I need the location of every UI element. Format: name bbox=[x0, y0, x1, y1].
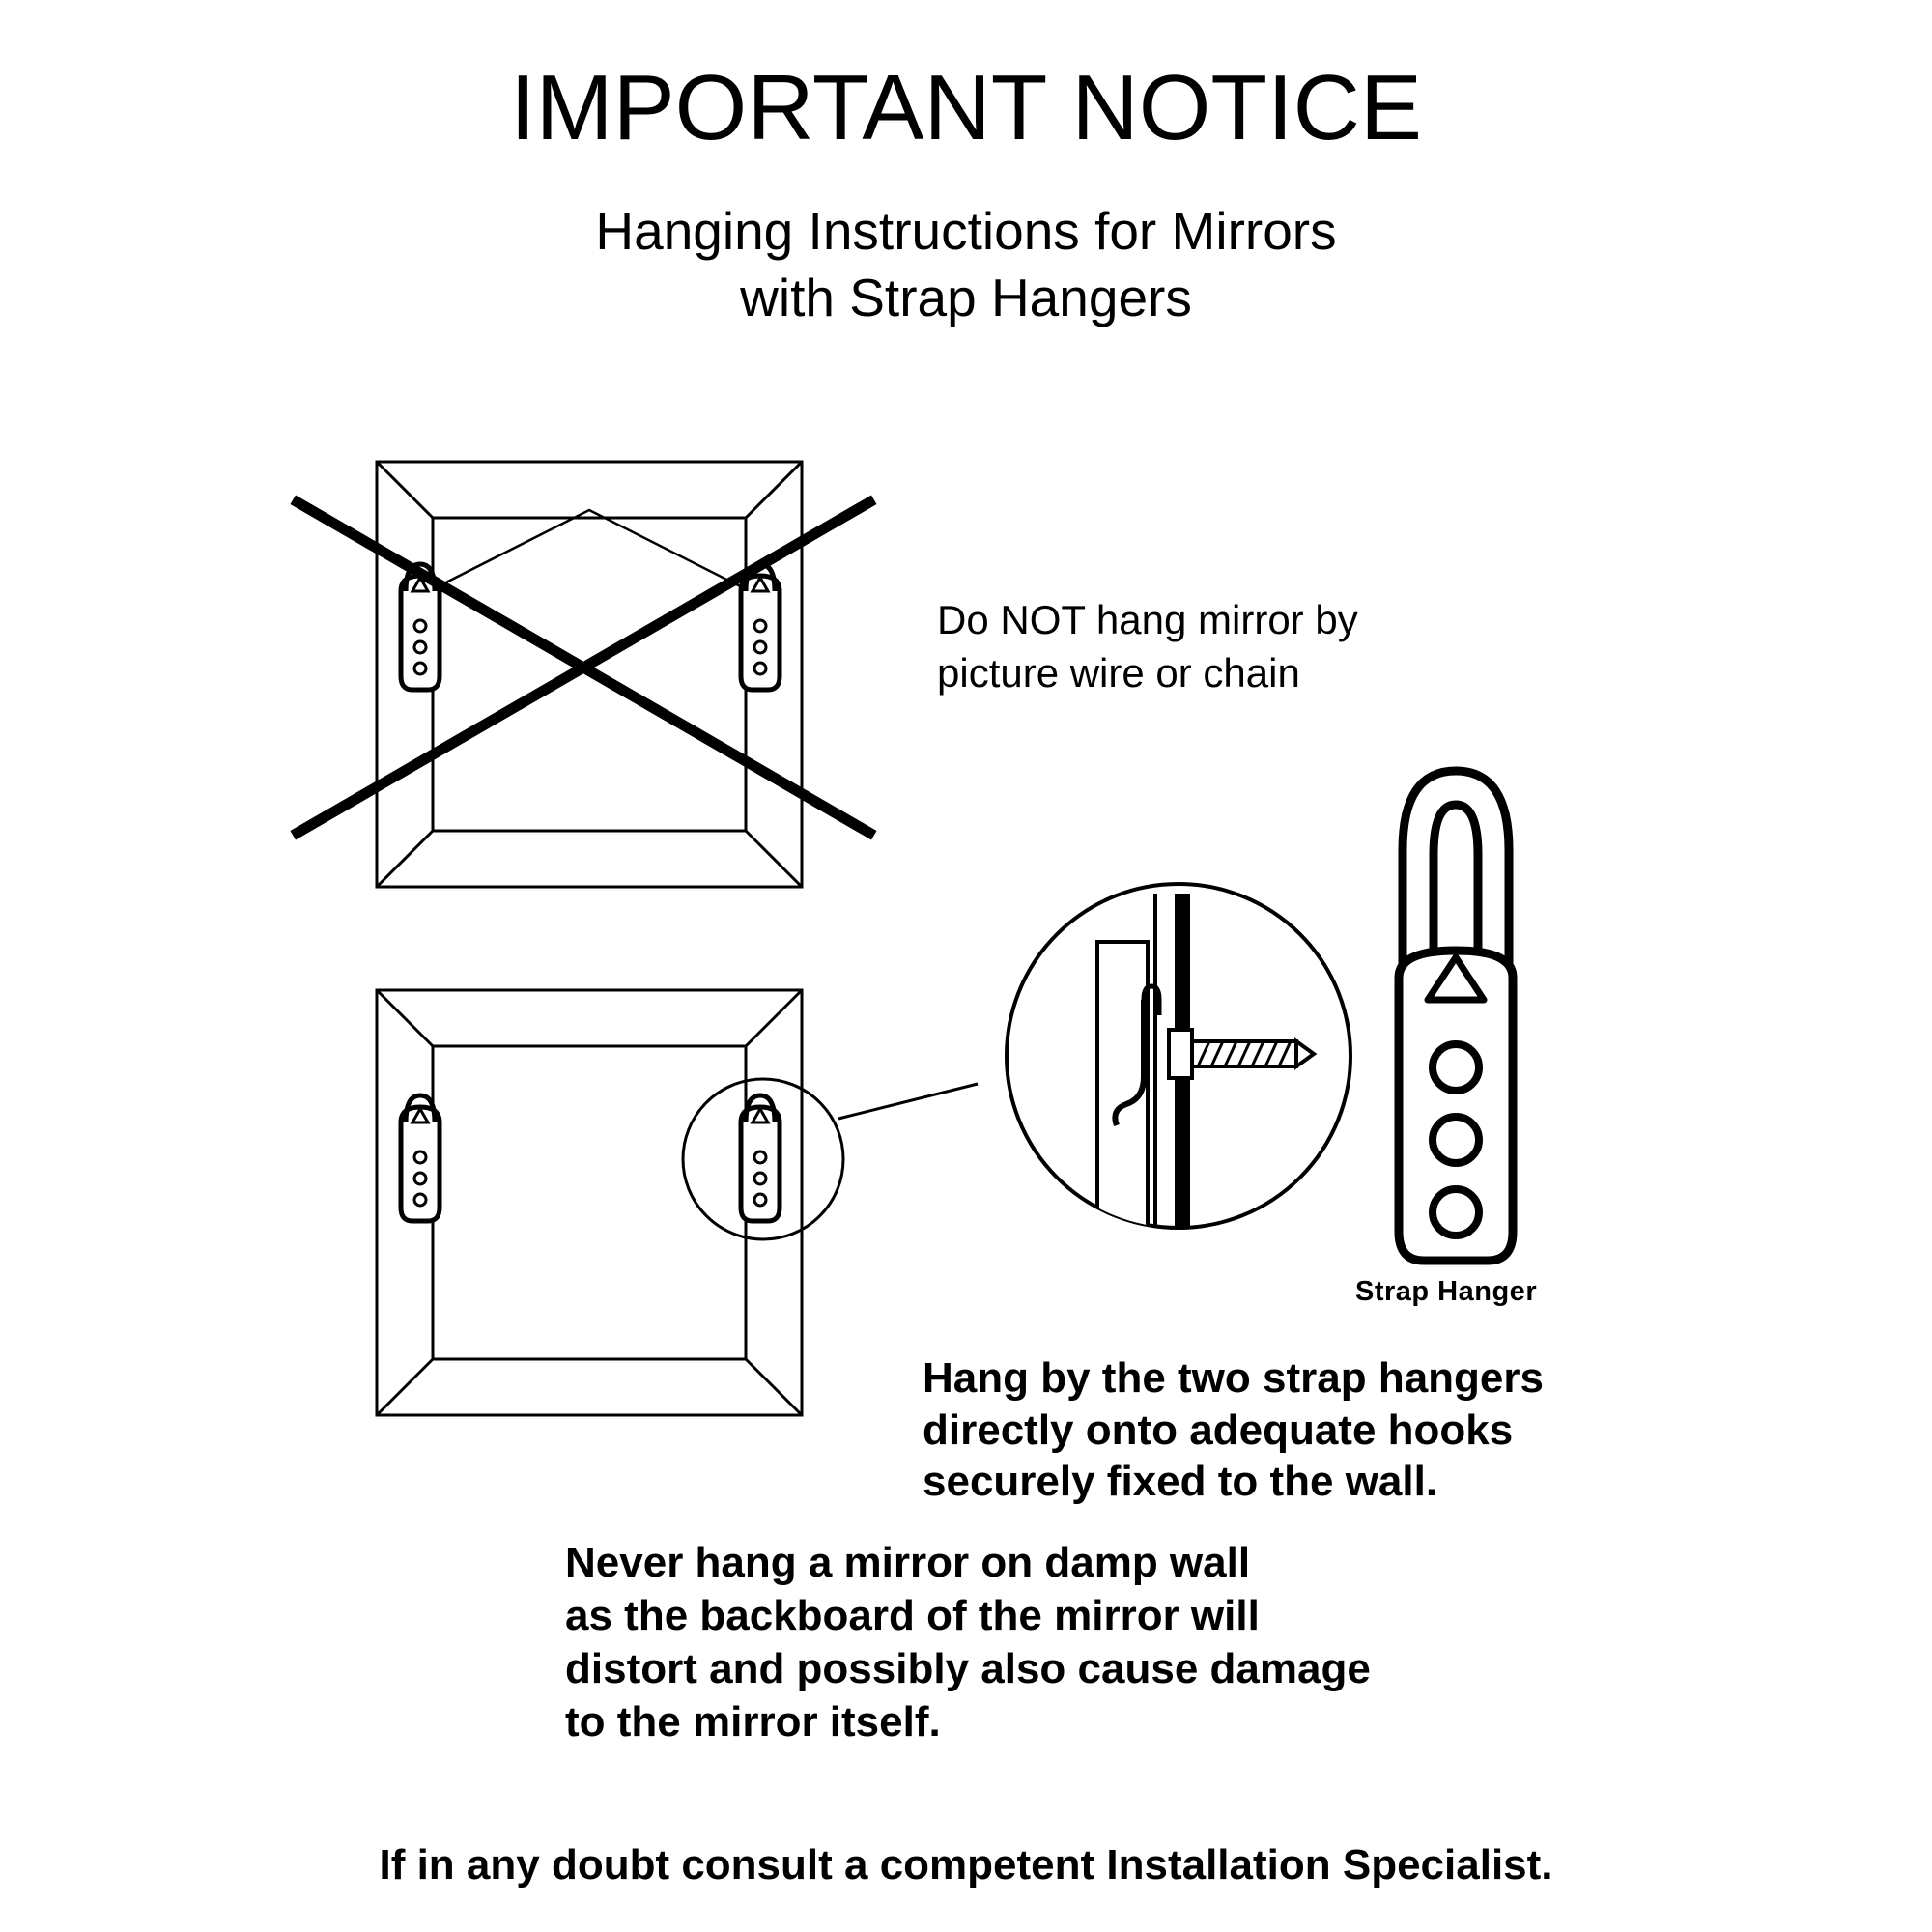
strap-hole-r2-1 bbox=[754, 1151, 766, 1163]
screw-tip bbox=[1296, 1041, 1314, 1066]
strap-screw-hole-3 bbox=[1433, 1189, 1479, 1236]
frame-mitre-tl bbox=[377, 462, 433, 518]
no-wire-line-2: picture wire or chain bbox=[937, 649, 1300, 696]
strap-screw-hole-1 bbox=[1433, 1044, 1479, 1091]
strap-hole-left-2 bbox=[414, 641, 426, 653]
dring-inner bbox=[1434, 805, 1478, 995]
subtitle-line-2: with Strap Hangers bbox=[740, 267, 1192, 327]
strap-hole-right-2 bbox=[754, 641, 766, 653]
wall-screw bbox=[1169, 1030, 1314, 1078]
strap-hole-right-1 bbox=[754, 620, 766, 632]
strap-hole-left-1 bbox=[414, 620, 426, 632]
damp-line-2: as the backboard of the mirror will bbox=[565, 1592, 1260, 1639]
strap-dring-left-2 bbox=[406, 1095, 435, 1122]
strap-dring-right-2 bbox=[746, 1095, 775, 1122]
hang-line-1: Hang by the two strap hangers bbox=[923, 1354, 1544, 1402]
mirror-backboard-slab bbox=[1097, 942, 1148, 1280]
page-subtitle bbox=[0, 198, 1932, 331]
damp-line-1: Never hang a mirror on damp wall bbox=[565, 1539, 1251, 1586]
note-hang-by-strap-hangers bbox=[923, 1352, 1544, 1508]
frame-inner-edge-2 bbox=[433, 1046, 746, 1359]
frame-mitre-bl-2 bbox=[377, 1359, 433, 1415]
strap-hole-r2-2 bbox=[754, 1173, 766, 1184]
frame-outer-edge-2 bbox=[377, 990, 802, 1415]
strap-body-detail bbox=[1399, 951, 1513, 1261]
screw-threads bbox=[1198, 1041, 1291, 1066]
strap-hole-r2-3 bbox=[754, 1194, 766, 1206]
callout-circle-small bbox=[683, 1079, 843, 1239]
screw-shaft bbox=[1190, 1041, 1296, 1066]
strap-dring-right bbox=[746, 564, 775, 591]
subtitle-line-1: Hanging Instructions for Mirrors bbox=[595, 201, 1337, 261]
note-consult-specialist: If in any doubt consult a competent Installation Specialist. bbox=[379, 1841, 1553, 1889]
strap-body-right bbox=[741, 576, 780, 690]
strap-hole-l2-1 bbox=[414, 1151, 426, 1163]
frame-mitre-br bbox=[746, 831, 802, 887]
strap-mount-right bbox=[753, 578, 768, 591]
strap-hole-l2-2 bbox=[414, 1173, 426, 1184]
mirror-with-strap-hangers bbox=[377, 990, 802, 1415]
frame-mitre-br-2 bbox=[746, 1359, 802, 1415]
strap-body-right-2 bbox=[741, 1107, 780, 1221]
cross-line-1 bbox=[298, 502, 869, 833]
strap-screw-hole-2 bbox=[1433, 1117, 1479, 1163]
strap-hanger-right-wrong bbox=[741, 564, 780, 690]
frame-mitre-tr-2 bbox=[746, 990, 802, 1046]
dring-outer bbox=[1403, 771, 1509, 995]
wall-line bbox=[1175, 894, 1190, 1299]
note-never-hang-on-damp-wall bbox=[565, 1536, 1371, 1748]
page-title: IMPORTANT NOTICE bbox=[509, 56, 1423, 159]
no-wire-line-1: Do NOT hang mirror by bbox=[937, 597, 1358, 642]
strap-hole-l2-3 bbox=[414, 1194, 426, 1206]
strap-body-left bbox=[401, 576, 440, 690]
strap-mount-left bbox=[412, 578, 428, 591]
strap-mount-left-2 bbox=[412, 1109, 428, 1122]
strap-body-left-2 bbox=[401, 1107, 440, 1221]
frame-inner-edge bbox=[433, 518, 746, 831]
screw-head bbox=[1169, 1030, 1192, 1078]
strap-dring-left bbox=[406, 564, 435, 591]
detail-circle-boundary bbox=[1007, 884, 1350, 1228]
hang-line-2: directly onto adequate hooks bbox=[923, 1406, 1514, 1454]
wall-hook bbox=[1115, 986, 1159, 1125]
frame-outer-edge bbox=[377, 462, 802, 887]
strap-hanger-left-wrong bbox=[401, 564, 440, 690]
callout-marker bbox=[683, 1079, 978, 1239]
strap-hanger-left-correct bbox=[401, 1095, 440, 1221]
frame-mitre-tl-2 bbox=[377, 990, 433, 1046]
damp-line-4: to the mirror itself. bbox=[565, 1698, 941, 1746]
strap-hole-left-3 bbox=[414, 663, 426, 674]
strap-hanger-part-diagram bbox=[1399, 771, 1513, 1261]
cross-line-2 bbox=[298, 502, 869, 833]
wall-screw-detail-contents bbox=[1097, 894, 1314, 1299]
strap-hanger-right-correct bbox=[741, 1095, 780, 1221]
hang-line-3: securely fixed to the wall. bbox=[923, 1458, 1438, 1506]
frame-mitre-bl bbox=[377, 831, 433, 887]
damp-line-3: distort and possibly also cause damage bbox=[565, 1645, 1371, 1692]
mirror-with-wire-crossed-out bbox=[377, 462, 802, 887]
strap-mount-right-2 bbox=[753, 1109, 768, 1122]
note-do-not-hang-by-wire bbox=[937, 594, 1358, 699]
strap-mount-triangle bbox=[1428, 957, 1484, 1000]
strap-hole-right-3 bbox=[754, 663, 766, 674]
picture-wire bbox=[417, 510, 761, 597]
strap-hanger-caption: Strap Hanger bbox=[1355, 1276, 1538, 1307]
frame-mitre-tr bbox=[746, 462, 802, 518]
cross-out-x bbox=[298, 502, 869, 833]
callout-leader-line bbox=[838, 1084, 978, 1119]
